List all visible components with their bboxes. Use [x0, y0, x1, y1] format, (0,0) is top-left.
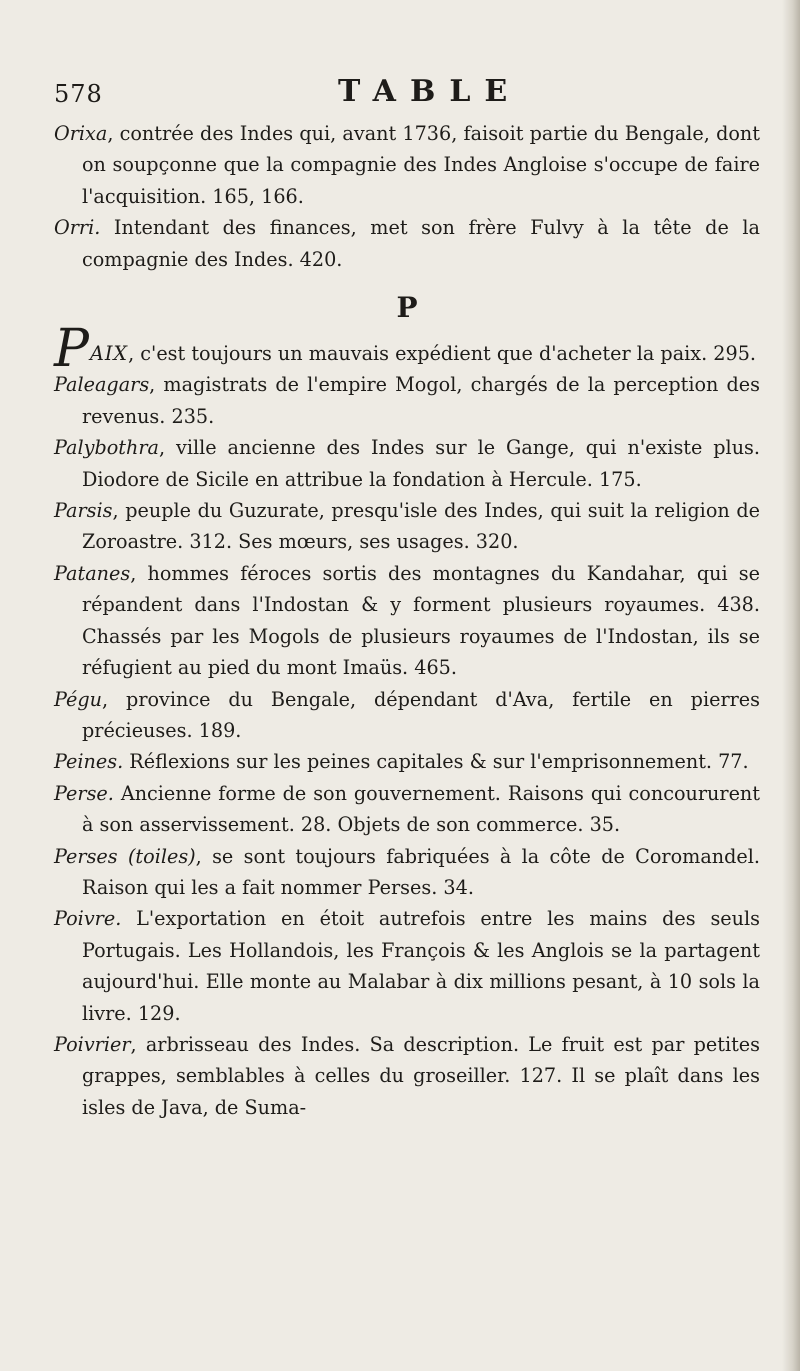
index-entry [54, 558, 760, 684]
entry-headword: AIX [90, 342, 129, 366]
entry-headword: Poivrier [54, 1032, 131, 1056]
index-entry [54, 778, 760, 841]
running-head: TABLE [338, 74, 522, 109]
index-entry [54, 684, 760, 747]
entry-headword: Perses (toiles) [54, 844, 196, 868]
index-entry [54, 903, 760, 1029]
entry-text: , arbrisseau des Indes. Sa description. Le fruit est par petites grappes, semblables à celles du groseiller. 127. Il se plaît dans les isles de Java, de Suma- [82, 1032, 760, 1119]
entry-headword: Paleagars [54, 373, 150, 397]
entry-text: , ville ancienne des Indes sur le Gange, qui n'existe plus. Diodore de Sicile en attribue la fondation à Hercule. 175. [82, 436, 760, 491]
entry-headword: Orri. [54, 216, 101, 240]
entry-text: , c'est toujours un mauvais expédient que d'acheter la paix. 295. [128, 342, 757, 366]
section-letter: P [396, 291, 418, 325]
index-entry [54, 212, 760, 275]
entry-headword: Poivre. [54, 907, 122, 931]
index-entry [54, 1029, 760, 1123]
drop-cap: P [54, 319, 89, 380]
entry-text: , se sont toujours fabriquées à la côte de Coromandel. Raison qui les a fait nommer Perses. 34. [82, 844, 760, 899]
index-entry [54, 432, 760, 495]
entry-text: , contrée des Indes qui, avant 1736, faisoit partie du Bengale, dont on soupçonne que la compagnie des Indes Angloise s'occupe de faire l'acquisition. 165, 166. [82, 122, 760, 208]
index-entry [54, 841, 760, 904]
index-entry [54, 319, 760, 380]
entry-text: , magistrats de l'empire Mogol, chargés de la perception des revenus. 235. [82, 373, 760, 428]
index-entry [54, 118, 760, 212]
entry-headword: Palybothra [54, 436, 159, 460]
entry-headword: Parsis [54, 499, 113, 523]
entry-headword: Pégu [54, 687, 103, 711]
index-entry [54, 746, 760, 777]
page-edge-shadow [782, 0, 800, 1371]
entry-text: , province du Bengale, dépendant d'Ava, fertile en pierres précieuses. 189. [82, 687, 760, 742]
index-entry [54, 369, 760, 432]
entry-text: L'exportation en étoit autrefois entre les mains des seuls Portugais. Les Hollandois, les François & les Anglois se la partagent aujourd'hui. Elle monte au Malabar à dix millions pesant, à 10 sols la livre. 129. [82, 907, 760, 1025]
entry-headword: Patanes [54, 561, 131, 585]
entry-headword: Perse. [54, 781, 114, 805]
page-number: 578 [54, 80, 103, 108]
entry-text: Ancienne forme de son gouvernement. Raisons qui concoururent à son asservissement. 28. Objets de son commerce. 35. [82, 781, 760, 837]
entry-headword: Orixa [54, 122, 108, 145]
entry-headword: Peines. [54, 750, 124, 774]
index-entry [54, 495, 760, 558]
entry-text: , hommes féroces sortis des montagnes du Kandahar, qui se répandent dans l'Indostan & y forment plusieurs royaumes. 438. Chassés par les Mogols de plusieurs royaumes de l'Indostan, ils se réfugient au pied du mont Imaüs. 465. [82, 561, 760, 680]
entry-text: , peuple du Guzurate, presqu'isle des Indes, qui suit la religion de Zoroastre. 312. Ses mœurs, ses usages. 320. [82, 499, 760, 554]
entry-text: Réflexions sur les peines capitales & sur l'emprisonnement. 77. [123, 750, 749, 774]
entry-text: Intendant des finances, met son frère Fulvy à la tête de la compagnie des Indes. 420. [82, 216, 760, 271]
page-header [54, 70, 760, 112]
